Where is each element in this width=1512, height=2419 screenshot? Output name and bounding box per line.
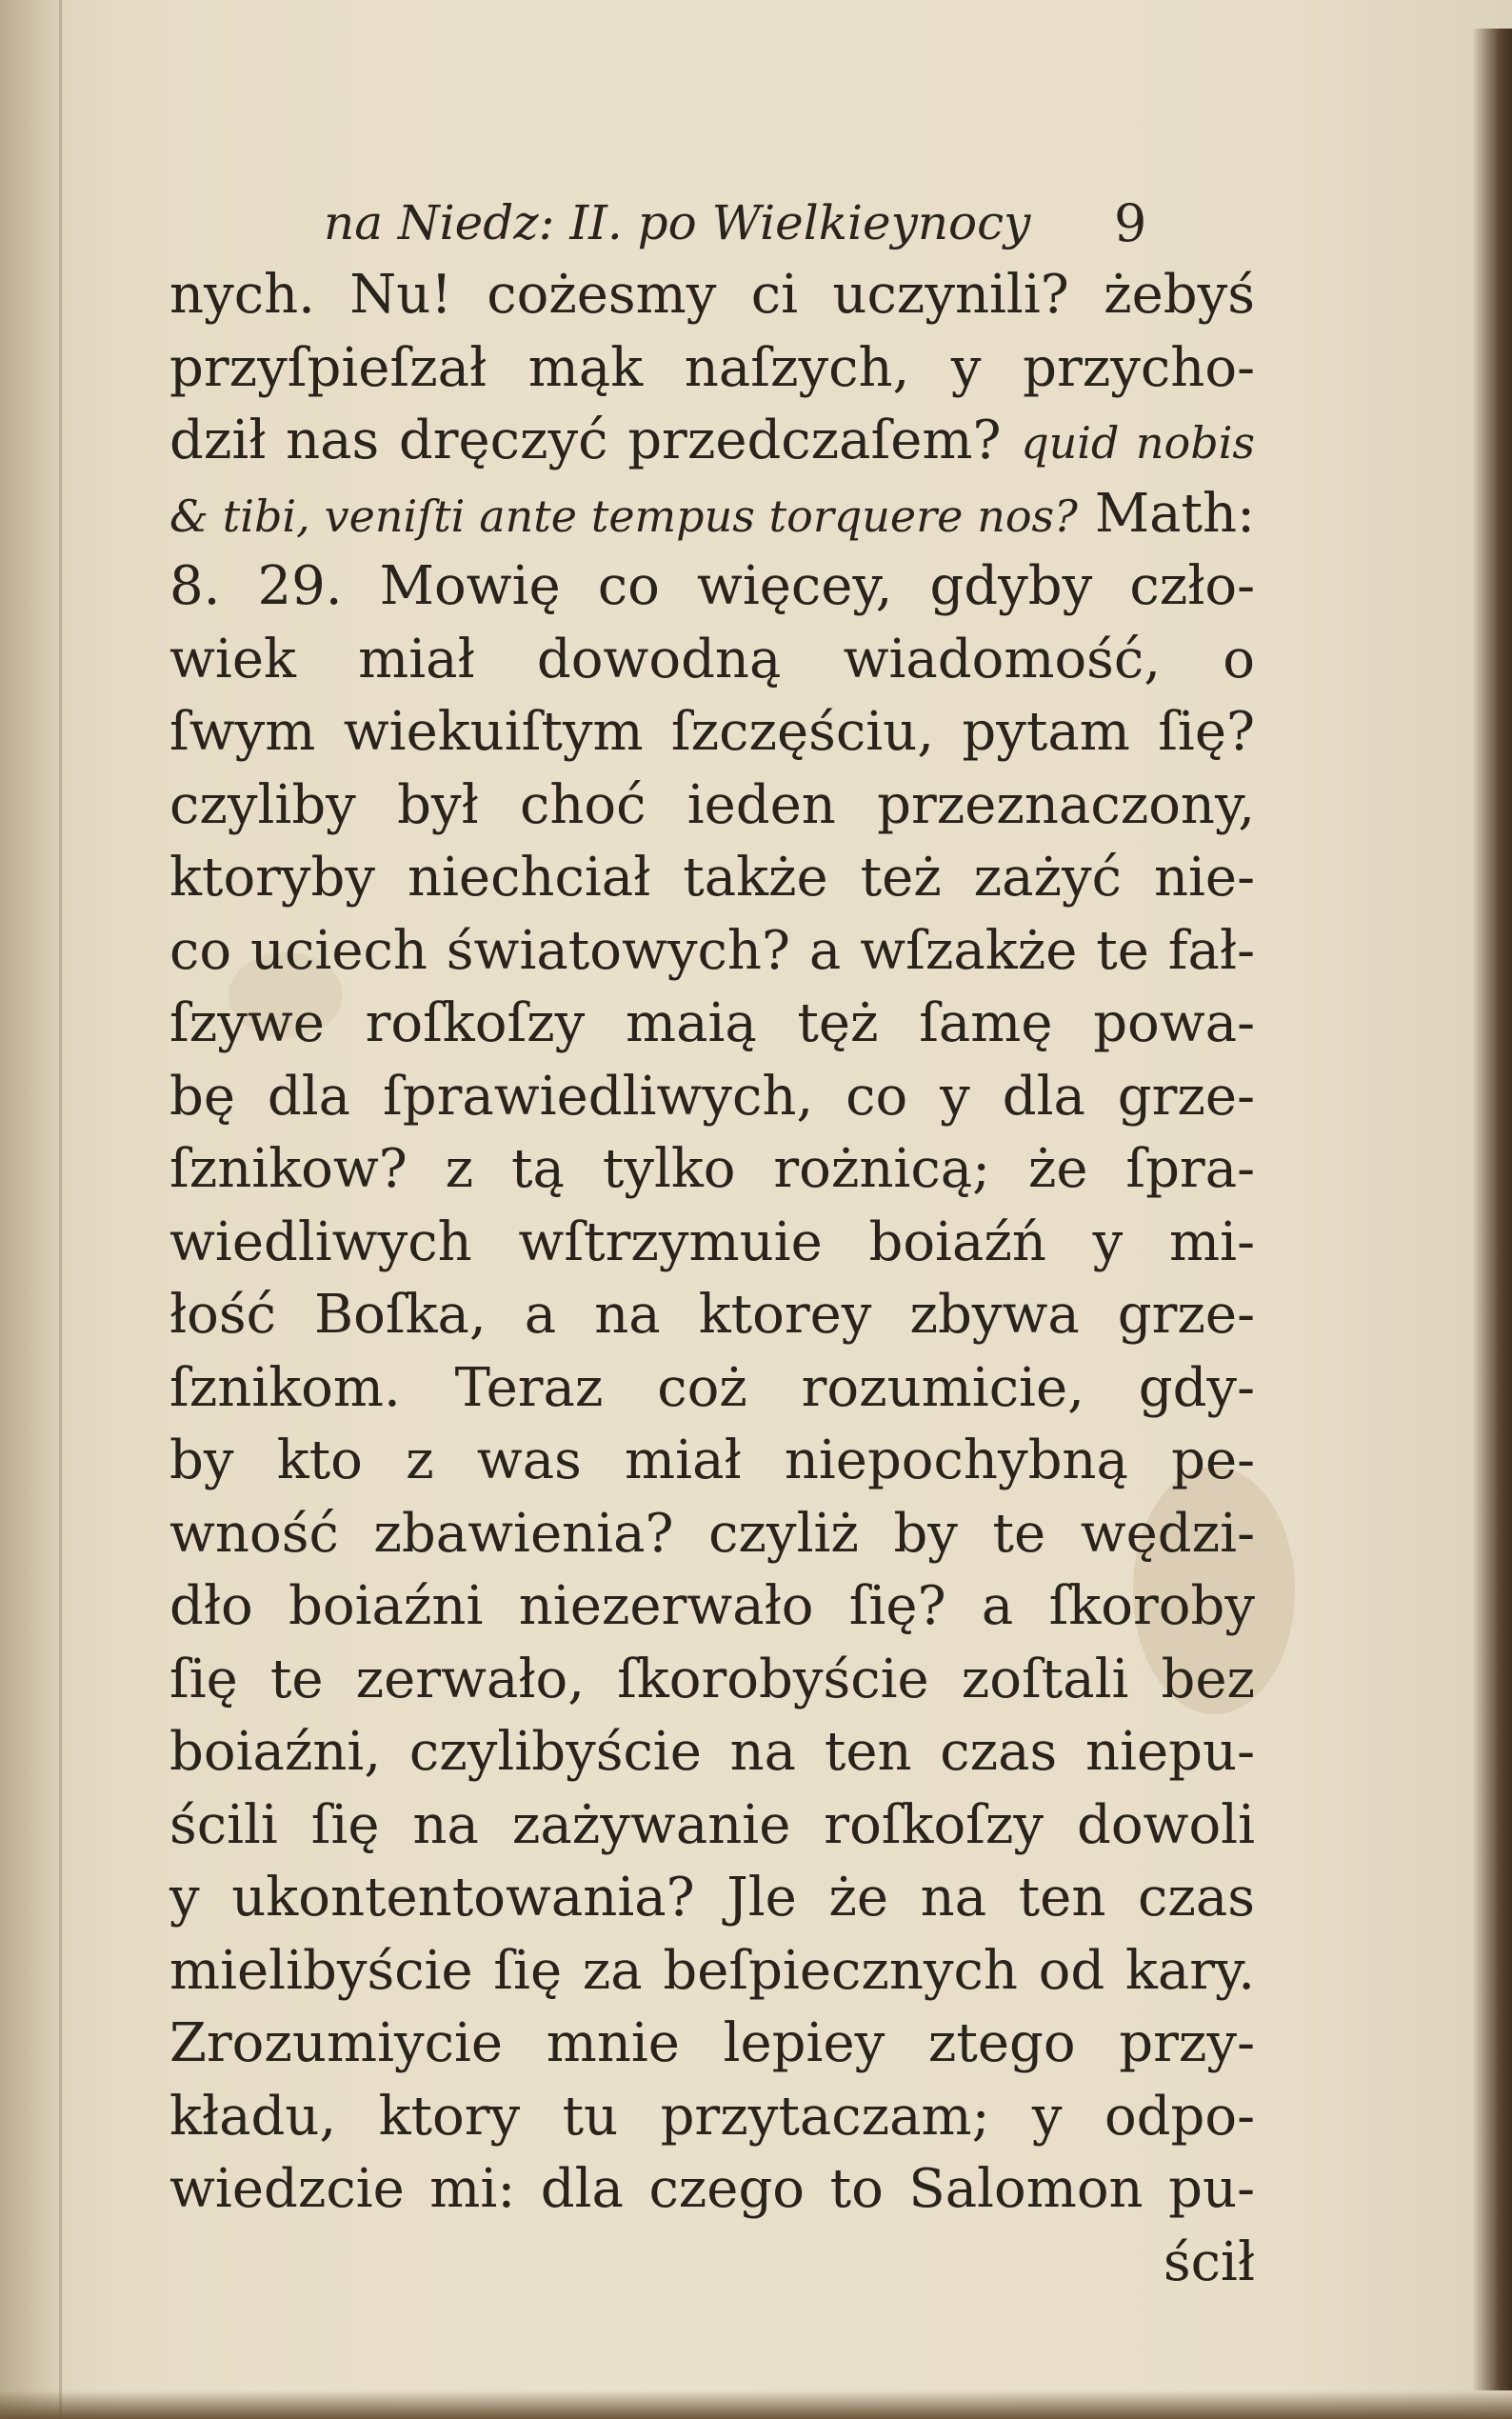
line-text: ſzywe roſkoſzy maią tęż ſamę powa- — [169, 992, 1255, 1054]
text-line — [169, 2153, 1255, 2227]
line-text: ktoryby niechciał także też zażyć nie- — [169, 847, 1255, 909]
text-line — [169, 2227, 1255, 2300]
text-line — [169, 1498, 1255, 1571]
line-text: dził nas dręczyć przedczaſem? — [169, 410, 1022, 471]
page-bottom-shadow — [0, 2390, 1512, 2419]
text-line — [169, 1716, 1255, 1789]
text-line — [169, 1061, 1255, 1134]
line-text: ſznikom. Teraz coż rozumicie, gdy- — [169, 1356, 1255, 1419]
text-line — [169, 1862, 1255, 1935]
text-line — [169, 2008, 1255, 2081]
line-text: łość Boſka, a na ktorey zbywa grze- — [169, 1284, 1255, 1346]
text-line — [169, 1425, 1255, 1498]
line-text: wiek miał dowodną wiadomość, o — [169, 628, 1255, 690]
line-text: Zrozumiycie mnie lepiey ztego przy- — [169, 2012, 1255, 2074]
text-line — [169, 915, 1255, 989]
line-text: y ukontentowania? Jle że na ten czas — [169, 1867, 1255, 1929]
line-text: ſznikow? z tą tylko rożnicą; że ſpra- — [169, 1138, 1255, 1200]
line-text: kładu, ktory tu przytaczam; y odpo- — [169, 2085, 1255, 2148]
line-text: dło boiaźni niezerwało ſię? a ſkoroby — [169, 1575, 1255, 1637]
running-head: na Niedz: II. po Wielkieynocy — [324, 195, 1031, 250]
text-line — [169, 1570, 1255, 1644]
line-text: by kto z was miał niepochybną pe- — [169, 1429, 1255, 1491]
text-line — [169, 696, 1255, 770]
text-line — [169, 624, 1255, 697]
text-line — [169, 1279, 1255, 1352]
page-number: 9 — [1114, 193, 1147, 253]
spine-fold — [59, 0, 62, 2419]
page-edge-shadow — [1472, 29, 1512, 2390]
line-text: wiedliwych wſtrzymuie boiaźń y mi- — [169, 1210, 1255, 1273]
latin-quote: & tibi, veniſti ante tempus torquere nos? — [169, 490, 1078, 542]
page-gutter — [0, 0, 67, 2419]
text-line — [169, 550, 1255, 624]
line-text: boiaźni, czylibyście na ten czas niepu- — [169, 1721, 1255, 1783]
text-line — [169, 988, 1255, 1061]
text-line — [169, 1352, 1255, 1426]
line-text: wność zbawienia? czyliż by te wędzi- — [169, 1502, 1255, 1565]
text-line — [169, 842, 1255, 915]
line-text: nych. Nu! cożesmy ci uczynili? żebyś — [169, 264, 1255, 326]
text-line — [169, 478, 1255, 551]
line-text: mielibyście ſię za beſpiecznych od kary. — [169, 1939, 1255, 2002]
line-text: 8. 29. Mowię co więcey, gdyby czło- — [169, 555, 1255, 617]
body-text — [169, 259, 1255, 2299]
line-text: ſię te zerwało, ſkorobyście zoſtali bez — [169, 1648, 1255, 1710]
text-line — [169, 1133, 1255, 1207]
text-line — [169, 1935, 1255, 2009]
text-line — [169, 2081, 1255, 2154]
page-header — [324, 195, 1181, 262]
line-text: ścił — [1163, 2230, 1255, 2293]
text-line — [169, 259, 1255, 332]
line-text: co uciech światowych? a wſzakże te fał- — [169, 919, 1255, 982]
text-line — [169, 1789, 1255, 1863]
line-text: ścili ſię na zażywanie roſkoſzy dowoli — [169, 1793, 1255, 1856]
line-text: wiedzcie mi: dla czego to Salomon pu- — [169, 2158, 1255, 2220]
text-line — [169, 332, 1255, 406]
text-line — [169, 1644, 1255, 1717]
text-line — [169, 405, 1255, 478]
latin-quote: quid nobis — [1021, 417, 1256, 469]
line-text: czyliby był choć ieden przeznaczony, — [169, 773, 1255, 836]
line-text: Math: — [1077, 482, 1255, 545]
text-line — [169, 1207, 1255, 1280]
line-text: bę dla ſprawiedliwych, co y dla grze- — [169, 1065, 1255, 1128]
line-text: ſwym wiekuiſtym ſzczęściu, pytam ſię? — [169, 701, 1255, 763]
line-text: przyſpieſzał mąk naſzych, y przycho- — [169, 336, 1255, 399]
text-line — [169, 770, 1255, 843]
